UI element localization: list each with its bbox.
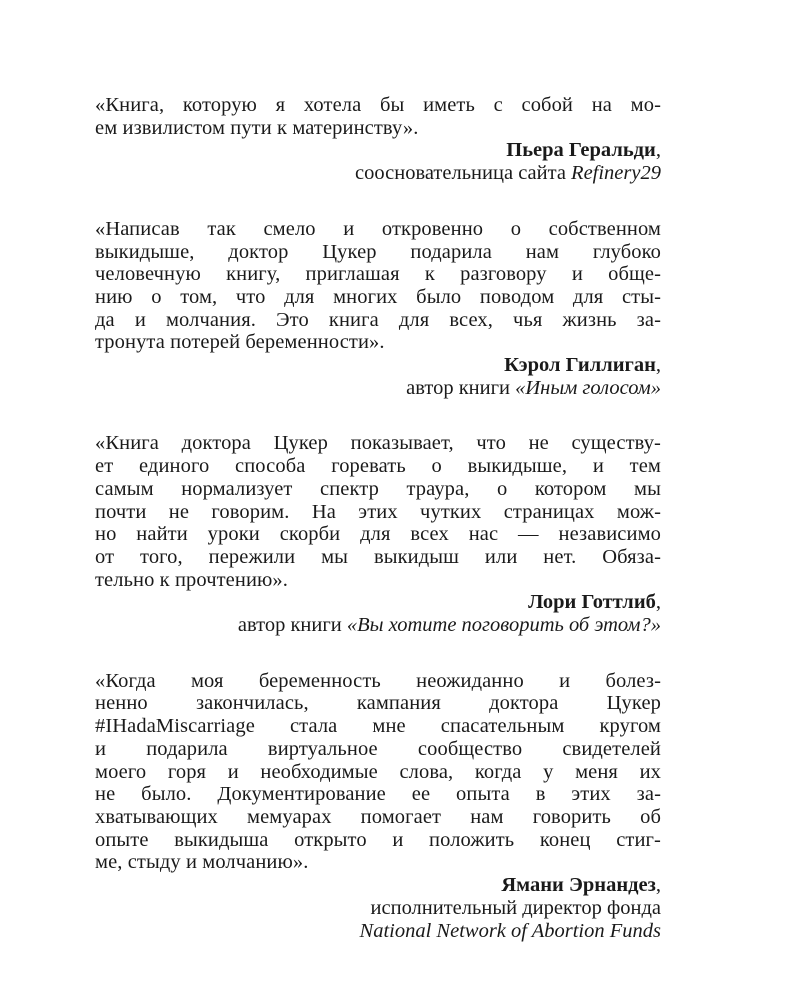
- author-role-text: автор книги: [237, 614, 347, 637]
- quote-line: выкидыше, доктор Цукер подарила нам глубоко: [95, 240, 661, 263]
- quote-line: «Книга, которую я хотела бы иметь с собой на мо-: [95, 94, 661, 116]
- author-role-italic: «Иным голосом»: [515, 376, 661, 399]
- quote-line: ет единого способа горевать о выкидыше, и тем: [95, 455, 661, 478]
- quote-line: ме, стыду и молчанию».: [95, 851, 309, 874]
- blurb-gilligan: [95, 218, 661, 400]
- quote-line: «Книга доктора Цукер показывает, что не существу-: [95, 432, 661, 455]
- quote-line: тронута потерей беременности».: [95, 331, 385, 354]
- quote-line: #IHadaMiscarriage стала мне спасательным кругом: [95, 715, 661, 738]
- author-role-italic: National Network of Abortion Funds: [359, 919, 661, 942]
- blurb-gottlieb: [95, 432, 661, 636]
- author-role: [95, 377, 661, 400]
- quote-line: хватывающих мемуарах помогает нам говорить об: [95, 805, 661, 828]
- blurb-attribution: Ямани Эрнандез,: [501, 874, 661, 897]
- blurbs-page: [95, 94, 661, 942]
- author-name: Лори Готтлиб: [528, 591, 656, 614]
- author-role-italic: Refinery29: [571, 162, 661, 185]
- quote-line: ем извилистом пути к материнству».: [95, 116, 419, 139]
- author-name: Ямани Эрнандез: [501, 874, 656, 897]
- quote-line: самым нормализует спектр траура, о котором мы: [95, 477, 661, 500]
- blurb-geraldi: [95, 94, 661, 185]
- author-role-text: автор книги: [406, 376, 516, 399]
- quote-line: и подарила виртуальное сообщество свидетелей: [95, 737, 661, 760]
- author-organization: [95, 920, 661, 943]
- quote-line: человечную книгу, приглашая к разговору и обще-: [95, 263, 661, 286]
- blurb-quote: [95, 218, 661, 354]
- blurb-quote: [95, 670, 661, 874]
- author-role-text: соосновательница сайта: [355, 162, 572, 185]
- blurb-quote: [95, 432, 661, 591]
- quote-line: нию о том, что для многих было поводом для сты-: [95, 285, 661, 308]
- blurb-hernandez: [95, 670, 661, 942]
- blurb-attribution: Пьера Геральди,: [506, 139, 661, 162]
- quote-line: «Когда моя беременность неожиданно и болез-: [95, 669, 661, 692]
- quote-line: почти не говорим. На этих чутких страницах мож-: [95, 500, 661, 523]
- quote-line: ненно закончилась, кампания доктора Цукер: [95, 692, 661, 715]
- quote-line: но найти уроки скорби для всех нас — независимо: [95, 523, 661, 546]
- author-role-italic: «Вы хотите поговорить об этом?»: [346, 614, 661, 637]
- blurb-quote: [95, 94, 661, 139]
- blurb-attribution: Кэрол Гиллиган,: [504, 354, 661, 377]
- author-role: [95, 897, 661, 920]
- quote-line: «Написав так смело и откровенно о собственном: [95, 217, 661, 240]
- quote-line: опыте выкидыша открыто и положить конец стиг-: [95, 828, 661, 851]
- author-role: [95, 162, 661, 185]
- author-role-text: исполнительный директор фонда: [370, 896, 661, 919]
- author-name: Пьера Геральди: [506, 139, 656, 162]
- quote-line: от того, пережили мы выкидыш или нет. Обяза-: [95, 545, 661, 568]
- author-name: Кэрол Гиллиган: [504, 354, 656, 377]
- quote-line: моего горя и необходимые слова, когда у меня их: [95, 760, 661, 783]
- author-role: [95, 614, 661, 637]
- quote-line: тельно к прочтению».: [95, 568, 289, 591]
- blurb-attribution: Лори Готтлиб,: [528, 591, 661, 614]
- quote-line: да и молчания. Это книга для всех, чья жизнь за-: [95, 308, 661, 331]
- quote-line: не было. Документирование ее опыта в этих за-: [95, 783, 661, 806]
